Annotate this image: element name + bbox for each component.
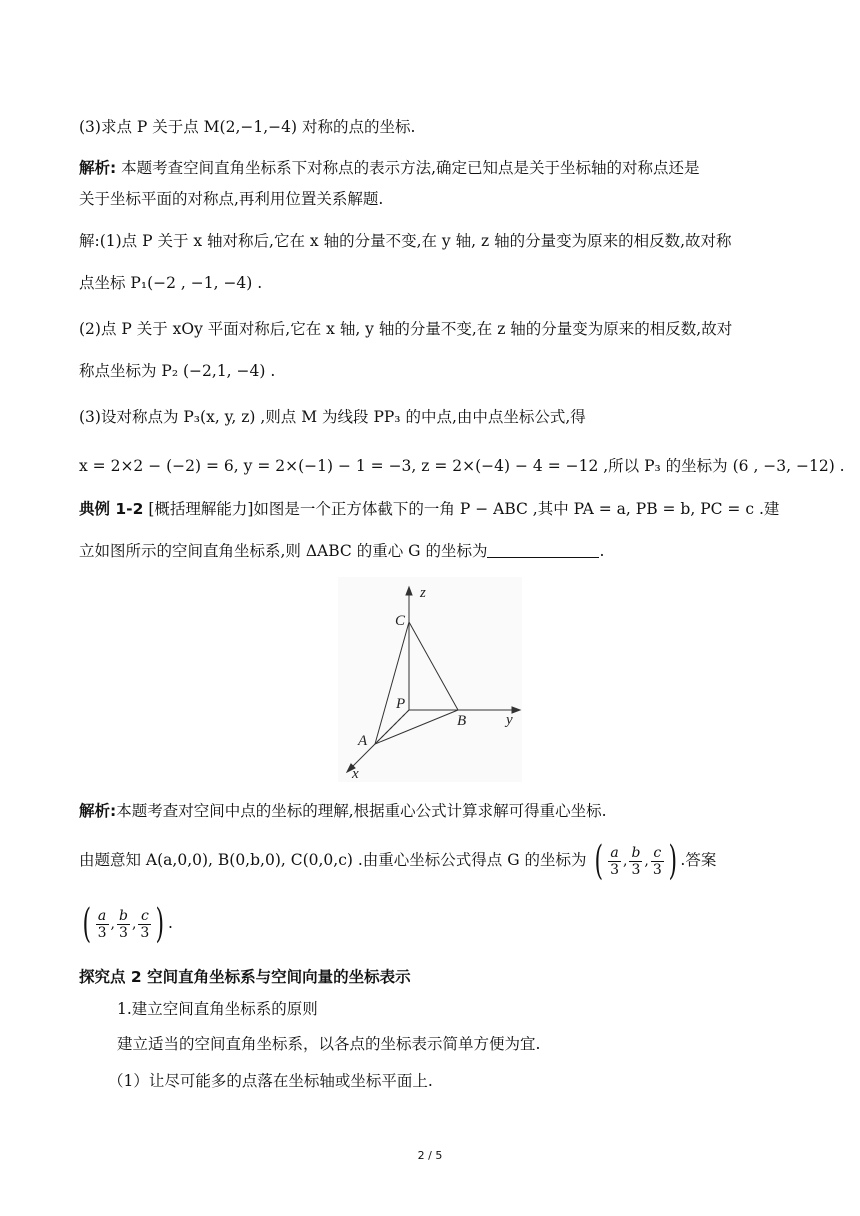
principle-text: 建立适当的空间直角坐标系，以各点的坐标表示简单方便为宜.: [117, 1035, 541, 1053]
principle-heading: 1.建立空间直角坐标系的原则: [117, 1000, 318, 1018]
answer-blank: [487, 543, 599, 558]
centroid-text: 由题意知 A(a,0,0), B(0,b,0), C(0,0,c) .由重心坐标公式得点 G 的坐标为: [79, 851, 587, 869]
label-B: B: [457, 713, 467, 729]
section-heading: 探究点 2 空间直角坐标系与空间向量的坐标表示: [79, 968, 411, 986]
example-text-2: [79, 540, 604, 562]
solution-3a: (3)设对称点为 P₃(x, y, z) ,则点 M 为线段 PP₃ 的中点,由中点坐标公式,得: [79, 408, 586, 426]
centroid-text-end: .答案: [680, 851, 717, 869]
label-z: z: [420, 585, 426, 601]
question-3: (3)求点 P 关于点 M(2,−1,−4) 对称的点的坐标.: [79, 118, 416, 136]
example-para: [79, 498, 779, 520]
analysis-para: [79, 157, 700, 179]
answer-fraction: ( a 3 , b 3 , c 3 ): [82, 901, 165, 947]
label-C: C: [395, 613, 406, 629]
example-text-2-body: 立如图所示的空间直角坐标系,则 ΔABC 的重心 G 的坐标为: [79, 542, 488, 560]
solution-1a: 解:(1)点 P 关于 x 轴对称后,它在 x 轴的分量不变,在 y 轴, z 轴的分量变为原来的相反数,故对称: [79, 232, 732, 250]
label-x: x: [352, 766, 359, 782]
analysis2-para: [79, 800, 607, 822]
label-A: A: [358, 733, 368, 749]
solution-1b: 点坐标 P₁(−2 , −1, −4) .: [79, 274, 263, 292]
label-P: P: [396, 696, 406, 712]
principle-item-1: （1）让尽可能多的点落在坐标轴或坐标平面上.: [108, 1072, 433, 1090]
solution-2a: (2)点 P 关于 xOy 平面对称后,它在 x 轴, y 轴的分量不变,在 z 轴的分量变为原来的相反数,故对: [79, 320, 733, 338]
centroid-fraction: ( a 3 , b 3 , c 3 ): [594, 838, 677, 884]
example-text-2-end: .: [599, 542, 605, 560]
label-y: y: [506, 712, 513, 728]
answer-para: [79, 901, 173, 947]
centroid-para: [79, 838, 717, 884]
analysis-label: 解析:: [79, 159, 117, 177]
solution-2b: 称点坐标为 P₂ (−2,1, −4) .: [79, 362, 276, 380]
solution-3b: x = 2×2 − (−2) = 6, y = 2×(−1) − 1 = −3, z = 2×(−4) − 4 = −12 ,所以 P₃ 的坐标为 (6 , −3, −12) .: [79, 457, 845, 475]
page-number: 2 / 5: [417, 1149, 443, 1162]
analysis-text-2: 关于坐标平面的对称点,再利用位置关系解题.: [79, 190, 384, 208]
example-label: 典例 1-2: [79, 500, 144, 518]
coordinate-figure: [338, 577, 522, 782]
analysis2-text: 本题考查对空间中点的坐标的理解,根据重心公式计算求解可得重心坐标.: [116, 802, 607, 820]
analysis-text: 本题考查空间直角坐标系下对称点的表示方法,确定已知点是关于坐标轴的对称点还是: [116, 159, 700, 177]
answer-end: .: [167, 914, 173, 932]
analysis2-label: 解析:: [79, 802, 117, 820]
example-text: [概括理解能力]如图是一个正方体截下的一角 P − ABC ,其中 PA = a, PB = b, PC = c .建: [143, 500, 780, 518]
